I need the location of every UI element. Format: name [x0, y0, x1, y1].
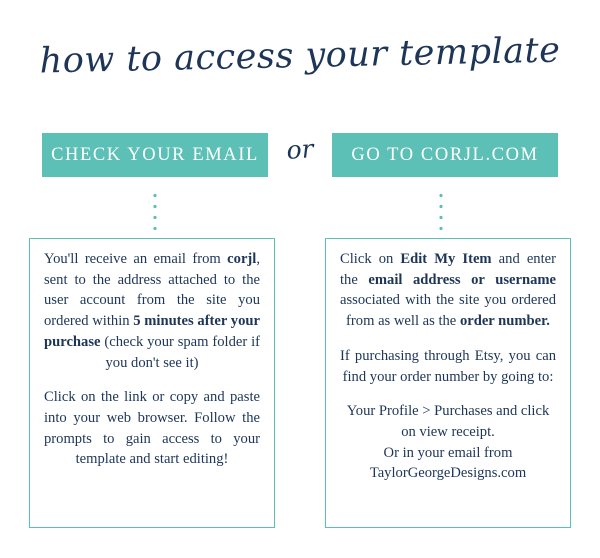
right-p1-part2: and enter the: [340, 251, 556, 288]
column-corjl-instructions: [325, 238, 571, 528]
or-connector-label: or: [285, 134, 315, 165]
banner-go-to-corjl: [332, 133, 558, 177]
columns-container: [29, 238, 571, 528]
left-p1-part3: (check your spam folder if you don't see it): [100, 333, 260, 371]
right-paragraph-5: TaylorGeorgeDesigns.com: [369, 465, 527, 482]
dotted-connector-left: [153, 190, 157, 238]
left-p1-bold2: 5 minutes after your purchase: [44, 313, 260, 350]
right-p1-part3: associated with the site you ordered from as well as the: [340, 292, 556, 330]
banner-check-your-email: [42, 133, 268, 177]
left-p1-part2: , sent to the address attached to the user account from the site you ordered within: [44, 251, 260, 330]
right-paragraph-4: Or in your email from: [383, 444, 513, 461]
left-p1-part1: You'll receive an email from: [44, 251, 228, 267]
dotted-connector-right: [439, 190, 443, 238]
column-email-instructions: [29, 238, 275, 528]
left-p1-bold1: corjl: [227, 251, 257, 267]
left-paragraph-2: Click on the link or copy and paste into your web browser. Follow the prompts to gain access to your template and start editing!: [44, 389, 260, 468]
page-title: how to access your template: [39, 30, 561, 82]
right-p1-part1: Click on: [340, 251, 401, 267]
banner-row: [42, 133, 558, 177]
right-paragraph-1: [340, 249, 556, 332]
right-p1-bold1: Edit My Item: [400, 251, 492, 267]
right-paragraph-2: If purchasing through Etsy, you can find your order number by going to:: [340, 347, 556, 385]
right-paragraph-3: Your Profile > Purchases and click on view receipt.: [346, 403, 550, 441]
banner-left-label: CHECK YOUR EMAIL: [51, 144, 259, 165]
banner-right-label: GO TO CORJL.COM: [351, 144, 539, 165]
right-p1-bold3: order number.: [459, 313, 550, 330]
left-paragraph-1: [44, 249, 260, 373]
right-p1-bold2: email address or username: [368, 271, 556, 288]
